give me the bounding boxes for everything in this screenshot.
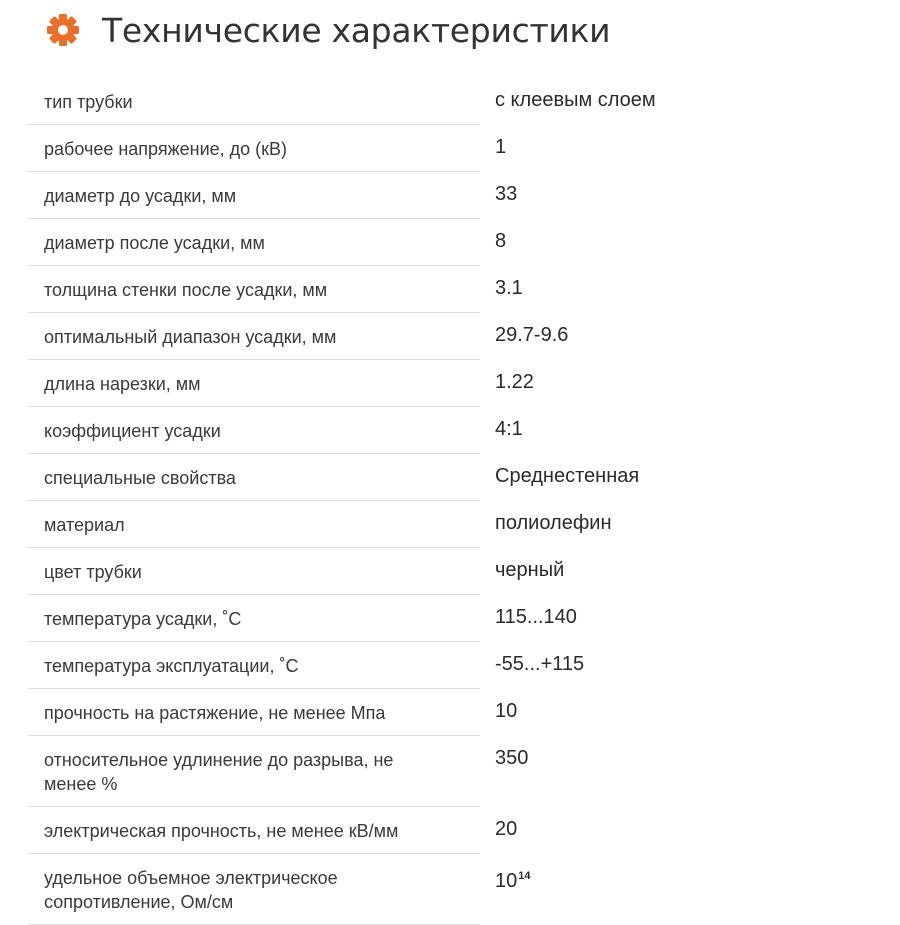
spec-value [495,229,506,253]
spec-value [495,605,577,629]
spec-row [28,736,529,807]
spec-value [495,135,506,159]
spec-value [495,464,639,488]
spec-row [28,78,656,125]
spec-value [495,88,656,112]
spec-row [28,266,523,313]
spec-value-text: черный [495,559,565,581]
spec-value [495,864,531,893]
spec-label: тип трубки [44,92,133,112]
spec-label: толщина стенки после усадки, мм [44,280,328,300]
spec-label: температура усадки, ˚С [44,609,242,629]
spec-row [28,689,518,736]
spec-row [28,313,569,360]
spec-label: электрическая прочность, не менее кВ/мм [44,821,399,841]
spec-label: специальные свойства [44,468,236,488]
spec-row [28,172,518,219]
spec-label: прочность на растяжение, не менее Мпа [44,703,386,723]
spec-label: температура эксплуатации, ˚С [44,656,299,676]
spec-value-text: -55...+115 [495,653,585,675]
spec-value-exponent: 14 [518,870,531,882]
spec-label: удельное объемное электрическое сопротивление, Ом/см [44,868,338,912]
spec-label: диаметр после усадки, мм [44,233,265,253]
spec-row [28,219,507,266]
spec-value [495,276,523,300]
spec-label: длина нарезки, мм [44,374,201,394]
gear-icon [46,13,80,47]
spec-value-text: 1 [495,136,507,158]
specs-table [28,78,656,925]
spec-value [495,323,568,347]
section-title: Технические характеристики [102,10,611,50]
spec-row [28,360,534,407]
spec-row [28,642,585,689]
spec-value [495,652,584,676]
spec-row [28,807,518,854]
spec-value [495,417,523,441]
spec-value-text: 20 [495,818,518,840]
spec-value-text: 350 [495,747,529,769]
section-header [46,8,610,52]
spec-value [495,370,534,394]
spec-row [28,595,577,642]
spec-row [28,854,531,925]
spec-label: оптимальный диапазон усадки, мм [44,327,337,347]
spec-label: коэффициент усадки [44,421,221,441]
spec-value [495,699,517,723]
spec-value-text: 29.7-9.6 [495,324,569,346]
spec-row [28,454,640,501]
spec-row [28,407,523,454]
spec-value-text: 1.22 [495,371,534,393]
spec-value-text: 8 [495,230,507,252]
spec-label: рабочее напряжение, до (кВ) [44,139,288,159]
spec-value-text: 10 [495,870,518,892]
spec-value-text: 115...140 [495,606,577,628]
spec-value [495,746,528,770]
spec-label: относительное удлинение до разрыва, не менее % [44,750,394,794]
spec-value [495,511,612,535]
spec-value-text: 10 [495,700,518,722]
spec-value-text: Среднестенная [495,465,640,487]
spec-label: материал [44,515,125,535]
spec-value-text: 33 [495,183,518,205]
spec-value-text: с клеевым слоем [495,89,656,111]
spec-label: диаметр до усадки, мм [44,186,237,206]
spec-row [28,501,612,548]
spec-row [28,125,507,172]
spec-value-text: полиолефин [495,512,612,534]
spec-label: цвет трубки [44,562,142,582]
spec-value-text: 3.1 [495,277,523,299]
spec-value [495,817,517,841]
spec-row [28,548,565,595]
spec-value [495,558,564,582]
spec-value [495,182,517,206]
spec-value-text: 4:1 [495,418,523,440]
